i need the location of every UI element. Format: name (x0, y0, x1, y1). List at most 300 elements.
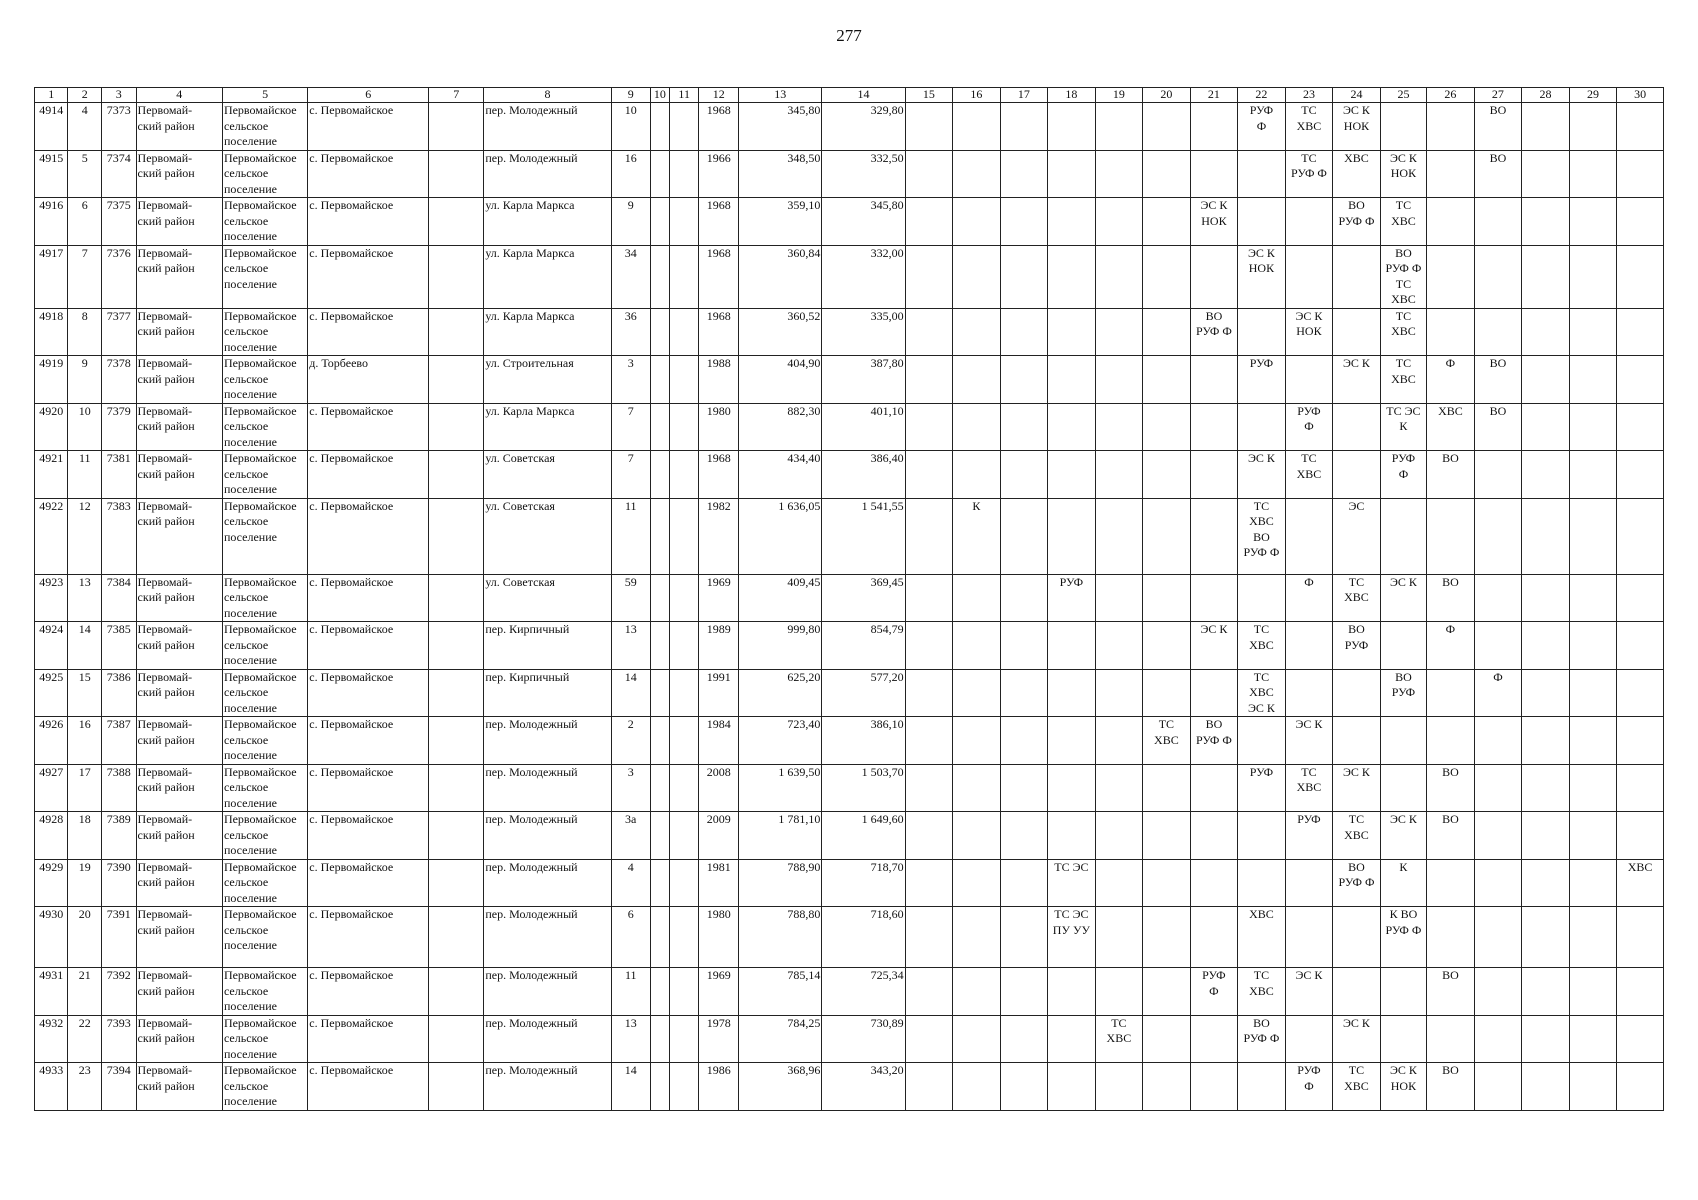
works-cell-col20 (1143, 968, 1191, 1016)
works-cell-col27 (1474, 622, 1522, 670)
works-cell-col18 (1048, 669, 1096, 717)
district-cell: Первомай- ский район (136, 859, 222, 907)
works-cell-col29 (1569, 812, 1617, 860)
works-cell-col30 (1617, 717, 1664, 765)
works-cell-col17 (1000, 245, 1048, 308)
street-cell: пер. Молодежный (484, 907, 611, 968)
total-area-cell: 785,14 (739, 968, 822, 1016)
col7-cell (429, 403, 484, 451)
district-cell: Первомай- ский район (136, 150, 222, 198)
works-cell-col20 (1143, 1015, 1191, 1063)
col10-cell (650, 198, 669, 246)
year-cell: 2009 (699, 812, 739, 860)
record-number-cell: 4917 (35, 245, 68, 308)
district-cell: Первомай- ский район (136, 451, 222, 499)
works-cell-col15 (905, 622, 953, 670)
works-cell-col16 (953, 717, 1001, 765)
works-cell-col27: ВО (1474, 403, 1522, 451)
works-cell-col27 (1474, 451, 1522, 499)
works-cell-col22 (1238, 859, 1286, 907)
works-cell-col30 (1617, 764, 1664, 812)
table-row (35, 812, 1664, 860)
col11-cell (670, 717, 699, 765)
works-cell-col17 (1000, 403, 1048, 451)
street-cell: пер. Молодежный (484, 1063, 611, 1111)
year-cell: 2008 (699, 764, 739, 812)
works-cell-col19 (1095, 669, 1143, 717)
works-cell-col28 (1522, 356, 1570, 404)
works-cell-col25: ЭС К (1380, 812, 1426, 860)
works-cell-col27 (1474, 859, 1522, 907)
works-cell-col24: ВО РУФ Ф (1333, 859, 1381, 907)
works-cell-col18 (1048, 812, 1096, 860)
column-header-2: 2 (68, 88, 101, 103)
object-id-cell: 7387 (101, 717, 136, 765)
col10-cell (650, 669, 669, 717)
works-cell-col25 (1380, 717, 1426, 765)
works-cell-col20 (1143, 859, 1191, 907)
street-cell: ул. Советская (484, 574, 611, 622)
works-cell-col21 (1190, 498, 1238, 574)
record-number-cell: 4918 (35, 308, 68, 356)
works-cell-col16 (953, 859, 1001, 907)
works-cell-col22: ТС ХВС ВО РУФ Ф (1238, 498, 1286, 574)
works-cell-col15 (905, 403, 953, 451)
works-cell-col15 (905, 574, 953, 622)
works-cell-col17 (1000, 451, 1048, 499)
works-cell-col26: Ф (1427, 356, 1475, 404)
works-cell-col23: ЭС К (1285, 717, 1333, 765)
works-cell-col15 (905, 1015, 953, 1063)
col10-cell (650, 764, 669, 812)
object-id-cell: 7392 (101, 968, 136, 1016)
col11-cell (670, 764, 699, 812)
table-row (35, 968, 1664, 1016)
house-number-cell: 11 (611, 968, 650, 1016)
works-cell-col28 (1522, 1015, 1570, 1063)
works-cell-col26 (1427, 150, 1475, 198)
house-number-cell: 13 (611, 1015, 650, 1063)
settlement-cell: Первомайское сельское поселение (222, 622, 307, 670)
object-id-cell: 7375 (101, 198, 136, 246)
year-cell: 1980 (699, 907, 739, 968)
col10-cell (650, 308, 669, 356)
works-cell-col29 (1569, 245, 1617, 308)
column-header-21: 21 (1190, 88, 1238, 103)
col11-cell (670, 103, 699, 151)
table-row (35, 245, 1664, 308)
works-cell-col22 (1238, 812, 1286, 860)
works-cell-col15 (905, 245, 953, 308)
works-cell-col19 (1095, 198, 1143, 246)
works-cell-col16 (953, 764, 1001, 812)
works-cell-col28 (1522, 669, 1570, 717)
col7-cell (429, 968, 484, 1016)
column-header-5: 5 (222, 88, 307, 103)
object-id-cell: 7384 (101, 574, 136, 622)
col11-cell (670, 907, 699, 968)
works-cell-col26 (1427, 669, 1475, 717)
district-cell: Первомай- ский район (136, 1063, 222, 1111)
works-cell-col25: ВО РУФ (1380, 669, 1426, 717)
locality-cell: с. Первомайское (308, 812, 429, 860)
works-cell-col15 (905, 150, 953, 198)
works-cell-col22: ВО РУФ Ф (1238, 1015, 1286, 1063)
record-number-cell: 4928 (35, 812, 68, 860)
position-cell: 21 (68, 968, 101, 1016)
works-cell-col26 (1427, 308, 1475, 356)
living-area-cell: 343,20 (822, 1063, 905, 1111)
works-cell-col25: ЭС К (1380, 574, 1426, 622)
works-cell-col28 (1522, 968, 1570, 1016)
column-header-24: 24 (1333, 88, 1381, 103)
works-cell-col29 (1569, 968, 1617, 1016)
street-cell: ул. Советская (484, 498, 611, 574)
col7-cell (429, 859, 484, 907)
col7-cell (429, 356, 484, 404)
works-cell-col22 (1238, 198, 1286, 246)
works-cell-col29 (1569, 907, 1617, 968)
object-id-cell: 7379 (101, 403, 136, 451)
works-cell-col23: Ф (1285, 574, 1333, 622)
settlement-cell: Первомайское сельское поселение (222, 1015, 307, 1063)
works-cell-col21 (1190, 451, 1238, 499)
works-cell-col18: ТС ЭС (1048, 859, 1096, 907)
col11-cell (670, 150, 699, 198)
works-cell-col15 (905, 498, 953, 574)
works-cell-col29 (1569, 717, 1617, 765)
works-cell-col16 (953, 356, 1001, 404)
column-header-22: 22 (1238, 88, 1286, 103)
works-cell-col28 (1522, 308, 1570, 356)
living-area-cell: 387,80 (822, 356, 905, 404)
year-cell: 1968 (699, 308, 739, 356)
works-cell-col21: ЭС К НОК (1190, 198, 1238, 246)
works-cell-col19 (1095, 968, 1143, 1016)
works-cell-col17 (1000, 622, 1048, 670)
col10-cell (650, 717, 669, 765)
street-cell: пер. Молодежный (484, 968, 611, 1016)
col7-cell (429, 669, 484, 717)
settlement-cell: Первомайское сельское поселение (222, 245, 307, 308)
col11-cell (670, 356, 699, 404)
works-cell-col28 (1522, 859, 1570, 907)
works-cell-col18 (1048, 451, 1096, 499)
works-cell-col25: ТС ЭС К (1380, 403, 1426, 451)
column-header-15: 15 (905, 88, 953, 103)
object-id-cell: 7391 (101, 907, 136, 968)
works-cell-col30 (1617, 1063, 1664, 1111)
works-cell-col29 (1569, 764, 1617, 812)
col7-cell (429, 1063, 484, 1111)
locality-cell: с. Первомайское (308, 308, 429, 356)
works-cell-col18 (1048, 103, 1096, 151)
works-cell-col27 (1474, 764, 1522, 812)
works-cell-col17 (1000, 150, 1048, 198)
house-number-cell: 11 (611, 498, 650, 574)
record-number-cell: 4920 (35, 403, 68, 451)
works-cell-col19 (1095, 859, 1143, 907)
column-header-17: 17 (1000, 88, 1048, 103)
column-header-13: 13 (739, 88, 822, 103)
district-cell: Первомай- ский район (136, 198, 222, 246)
table-row (35, 356, 1664, 404)
record-number-cell: 4919 (35, 356, 68, 404)
settlement-cell: Первомайское сельское поселение (222, 764, 307, 812)
works-cell-col17 (1000, 1015, 1048, 1063)
year-cell: 1988 (699, 356, 739, 404)
works-cell-col22 (1238, 1063, 1286, 1111)
works-cell-col27 (1474, 812, 1522, 860)
house-number-cell: 3а (611, 812, 650, 860)
works-cell-col24: ЭС (1333, 498, 1381, 574)
col11-cell (670, 308, 699, 356)
year-cell: 1978 (699, 1015, 739, 1063)
works-cell-col18 (1048, 198, 1096, 246)
works-cell-col20 (1143, 150, 1191, 198)
total-area-cell: 788,90 (739, 859, 822, 907)
works-cell-col27 (1474, 717, 1522, 765)
record-number-cell: 4924 (35, 622, 68, 670)
works-cell-col15 (905, 812, 953, 860)
locality-cell: с. Первомайское (308, 669, 429, 717)
works-cell-col25: ТС ХВС (1380, 198, 1426, 246)
works-cell-col18 (1048, 622, 1096, 670)
works-cell-col30 (1617, 103, 1664, 151)
works-cell-col15 (905, 669, 953, 717)
works-cell-col28 (1522, 574, 1570, 622)
locality-cell: с. Первомайское (308, 198, 429, 246)
works-cell-col27 (1474, 245, 1522, 308)
works-cell-col17 (1000, 103, 1048, 151)
position-cell: 23 (68, 1063, 101, 1111)
works-cell-col19 (1095, 717, 1143, 765)
locality-cell: с. Первомайское (308, 1063, 429, 1111)
house-number-cell: 36 (611, 308, 650, 356)
position-cell: 15 (68, 669, 101, 717)
district-cell: Первомай- ский район (136, 1015, 222, 1063)
works-cell-col19 (1095, 812, 1143, 860)
column-header-3: 3 (101, 88, 136, 103)
table-row (35, 498, 1664, 574)
house-number-cell: 14 (611, 669, 650, 717)
col7-cell (429, 103, 484, 151)
works-cell-col26 (1427, 717, 1475, 765)
position-cell: 18 (68, 812, 101, 860)
works-cell-col30 (1617, 622, 1664, 670)
works-cell-col26 (1427, 103, 1475, 151)
works-cell-col20 (1143, 356, 1191, 404)
col10-cell (650, 103, 669, 151)
works-cell-col29 (1569, 150, 1617, 198)
record-number-cell: 4926 (35, 717, 68, 765)
works-cell-col19 (1095, 356, 1143, 404)
works-cell-col19 (1095, 308, 1143, 356)
works-cell-col21: ВО РУФ Ф (1190, 308, 1238, 356)
record-number-cell: 4930 (35, 907, 68, 968)
works-cell-col15 (905, 103, 953, 151)
works-cell-col28 (1522, 103, 1570, 151)
position-cell: 8 (68, 308, 101, 356)
works-cell-col30 (1617, 968, 1664, 1016)
col11-cell (670, 968, 699, 1016)
record-number-cell: 4931 (35, 968, 68, 1016)
works-cell-col22: ХВС (1238, 907, 1286, 968)
living-area-cell: 718,60 (822, 907, 905, 968)
year-cell: 1968 (699, 451, 739, 499)
works-cell-col28 (1522, 622, 1570, 670)
col11-cell (670, 451, 699, 499)
works-cell-col28 (1522, 198, 1570, 246)
settlement-cell: Первомайское сельское поселение (222, 717, 307, 765)
works-cell-col26 (1427, 245, 1475, 308)
locality-cell: с. Первомайское (308, 717, 429, 765)
position-cell: 16 (68, 717, 101, 765)
works-cell-col23 (1285, 907, 1333, 968)
works-cell-col18 (1048, 498, 1096, 574)
works-cell-col27: ВО (1474, 150, 1522, 198)
living-area-cell: 332,50 (822, 150, 905, 198)
living-area-cell: 329,80 (822, 103, 905, 151)
works-cell-col15 (905, 717, 953, 765)
position-cell: 7 (68, 245, 101, 308)
works-cell-col16 (953, 403, 1001, 451)
locality-cell: с. Первомайское (308, 1015, 429, 1063)
table-row (35, 574, 1664, 622)
col7-cell (429, 907, 484, 968)
works-cell-col19: ТС ХВС (1095, 1015, 1143, 1063)
works-cell-col20 (1143, 1063, 1191, 1111)
works-cell-col23 (1285, 669, 1333, 717)
col7-cell (429, 574, 484, 622)
year-cell: 1968 (699, 103, 739, 151)
works-cell-col20 (1143, 498, 1191, 574)
works-cell-col30 (1617, 198, 1664, 246)
col7-cell (429, 764, 484, 812)
works-cell-col20 (1143, 669, 1191, 717)
works-cell-col17 (1000, 764, 1048, 812)
position-cell: 12 (68, 498, 101, 574)
works-cell-col22: ТС ХВС ЭС К (1238, 669, 1286, 717)
record-number-cell: 4914 (35, 103, 68, 151)
col10-cell (650, 451, 669, 499)
district-cell: Первомай- ский район (136, 403, 222, 451)
works-cell-col15 (905, 968, 953, 1016)
position-cell: 10 (68, 403, 101, 451)
locality-cell: с. Первомайское (308, 103, 429, 151)
settlement-cell: Первомайское сельское поселение (222, 356, 307, 404)
works-cell-col18 (1048, 150, 1096, 198)
works-cell-col23 (1285, 198, 1333, 246)
works-cell-col30 (1617, 451, 1664, 499)
works-cell-col16 (953, 451, 1001, 499)
house-number-cell: 4 (611, 859, 650, 907)
works-cell-col21: РУФ Ф (1190, 968, 1238, 1016)
works-cell-col16 (953, 245, 1001, 308)
works-cell-col27 (1474, 308, 1522, 356)
column-header-20: 20 (1143, 88, 1191, 103)
total-area-cell: 788,80 (739, 907, 822, 968)
living-area-cell: 401,10 (822, 403, 905, 451)
works-cell-col16 (953, 308, 1001, 356)
works-cell-col19 (1095, 907, 1143, 968)
record-number-cell: 4927 (35, 764, 68, 812)
col11-cell (670, 198, 699, 246)
works-cell-col28 (1522, 1063, 1570, 1111)
works-cell-col20 (1143, 812, 1191, 860)
works-cell-col18: РУФ (1048, 574, 1096, 622)
year-cell: 1982 (699, 498, 739, 574)
record-number-cell: 4922 (35, 498, 68, 574)
house-number-cell: 3 (611, 764, 650, 812)
works-cell-col30 (1617, 812, 1664, 860)
column-header-11: 11 (670, 88, 699, 103)
works-cell-col26 (1427, 1015, 1475, 1063)
works-cell-col24: ВО РУФ Ф (1333, 198, 1381, 246)
works-cell-col30 (1617, 669, 1664, 717)
works-cell-col24 (1333, 403, 1381, 451)
works-cell-col23 (1285, 356, 1333, 404)
table-row (35, 308, 1664, 356)
works-cell-col20 (1143, 451, 1191, 499)
works-cell-col20 (1143, 403, 1191, 451)
table-row (35, 859, 1664, 907)
house-number-cell: 14 (611, 1063, 650, 1111)
works-cell-col19 (1095, 103, 1143, 151)
works-cell-col20 (1143, 764, 1191, 812)
works-cell-col20 (1143, 907, 1191, 968)
works-cell-col18: ТС ЭС ПУ УУ (1048, 907, 1096, 968)
year-cell: 1969 (699, 574, 739, 622)
works-cell-col21 (1190, 103, 1238, 151)
works-cell-col28 (1522, 764, 1570, 812)
works-cell-col23 (1285, 498, 1333, 574)
works-cell-col29 (1569, 622, 1617, 670)
col7-cell (429, 308, 484, 356)
works-cell-col27 (1474, 907, 1522, 968)
district-cell: Первомай- ский район (136, 907, 222, 968)
works-cell-col24 (1333, 308, 1381, 356)
works-cell-col19 (1095, 574, 1143, 622)
house-number-cell: 6 (611, 907, 650, 968)
district-cell: Первомай- ский район (136, 103, 222, 151)
works-cell-col23: ЭС К НОК (1285, 308, 1333, 356)
column-header-26: 26 (1427, 88, 1475, 103)
object-id-cell: 7381 (101, 451, 136, 499)
year-cell: 1969 (699, 968, 739, 1016)
works-cell-col23 (1285, 859, 1333, 907)
object-id-cell: 7378 (101, 356, 136, 404)
works-cell-col30: ХВС (1617, 859, 1664, 907)
living-area-cell: 1 541,55 (822, 498, 905, 574)
object-id-cell: 7388 (101, 764, 136, 812)
column-header-12: 12 (699, 88, 739, 103)
street-cell: ул. Карла Маркса (484, 245, 611, 308)
total-area-cell: 882,30 (739, 403, 822, 451)
works-cell-col21 (1190, 403, 1238, 451)
house-number-cell: 10 (611, 103, 650, 151)
position-cell: 17 (68, 764, 101, 812)
works-cell-col28 (1522, 451, 1570, 499)
col10-cell (650, 498, 669, 574)
works-cell-col16 (953, 968, 1001, 1016)
works-cell-col16 (953, 103, 1001, 151)
works-cell-col25: ТС ХВС (1380, 308, 1426, 356)
settlement-cell: Первомайское сельское поселение (222, 574, 307, 622)
works-cell-col27 (1474, 1015, 1522, 1063)
total-area-cell: 368,96 (739, 1063, 822, 1111)
works-cell-col16 (953, 150, 1001, 198)
